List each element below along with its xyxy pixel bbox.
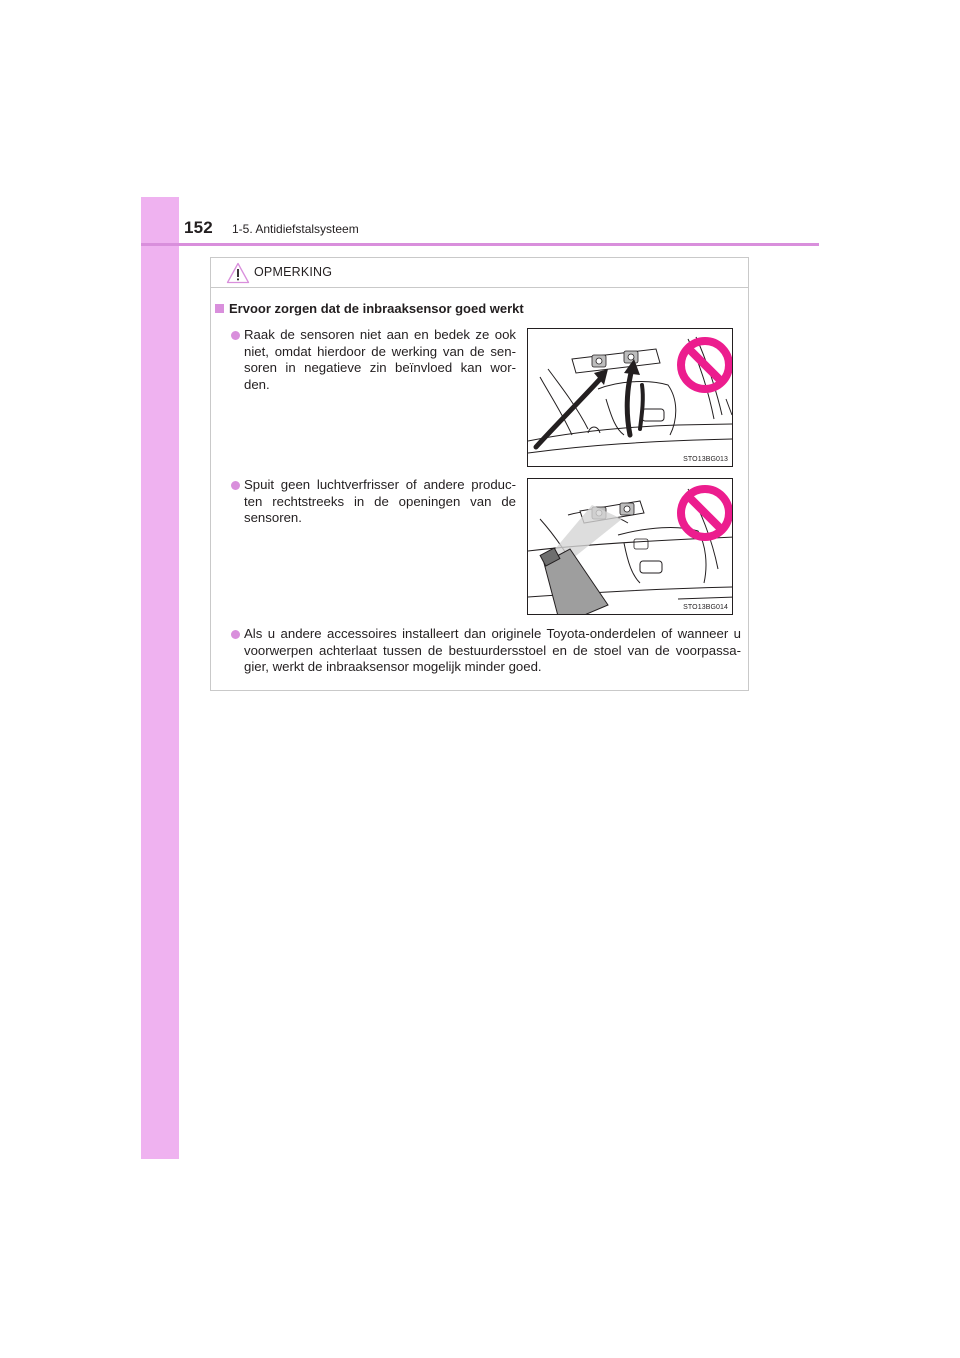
bullet-dot-icon [231,481,240,490]
bullet-dot-icon [231,630,240,639]
header-rule [141,243,819,246]
bullet-text: Als u andere accessoires installeert dan originele Toyota-onderdelen of wanneer u voorwerpen achterlaat tussen de bestuurdersstoel en de stoel van de voorpassa- gier, werkt de inbraaksensor mogelijk minder goed. [244,626,741,674]
notice-label: OPMERKING [254,265,333,279]
bullet-item [244,626,741,676]
page-number: 152 [184,218,213,237]
bullet-text: Raak de sensoren niet aan en bedek ze ook niet, omdat hierdoor de werking van de sen- soren in negatieve zin beïnvloed kan wor- den. [244,327,516,392]
section-title: 1-5. Antidiefstalsysteem [232,222,359,236]
square-bullet-icon [215,304,224,313]
prohibited-icon [681,489,729,537]
bullet-item [244,477,516,527]
notice-header [211,258,748,288]
figure-code: STO13BG013 [683,456,728,463]
sensor-touch-illustration [528,329,733,467]
bullet-text: Spuit geen luchtverfrisser of andere produc- ten rechtstreeks in de openingen van de sensoren. [244,477,516,525]
figure-code: STO13BG014 [683,604,728,611]
bullet-dot-icon [231,331,240,340]
subheading [215,301,524,316]
chapter-tab-strip [141,197,179,1159]
figure-sensor-touch [527,328,733,467]
notice-box [210,257,749,691]
spray-illustration [528,479,733,615]
warning-triangle-icon [226,262,250,284]
figure-spray [527,478,733,615]
subheading-text: Ervoor zorgen dat de inbraaksensor goed werkt [229,301,524,316]
bullet-item [244,327,516,393]
